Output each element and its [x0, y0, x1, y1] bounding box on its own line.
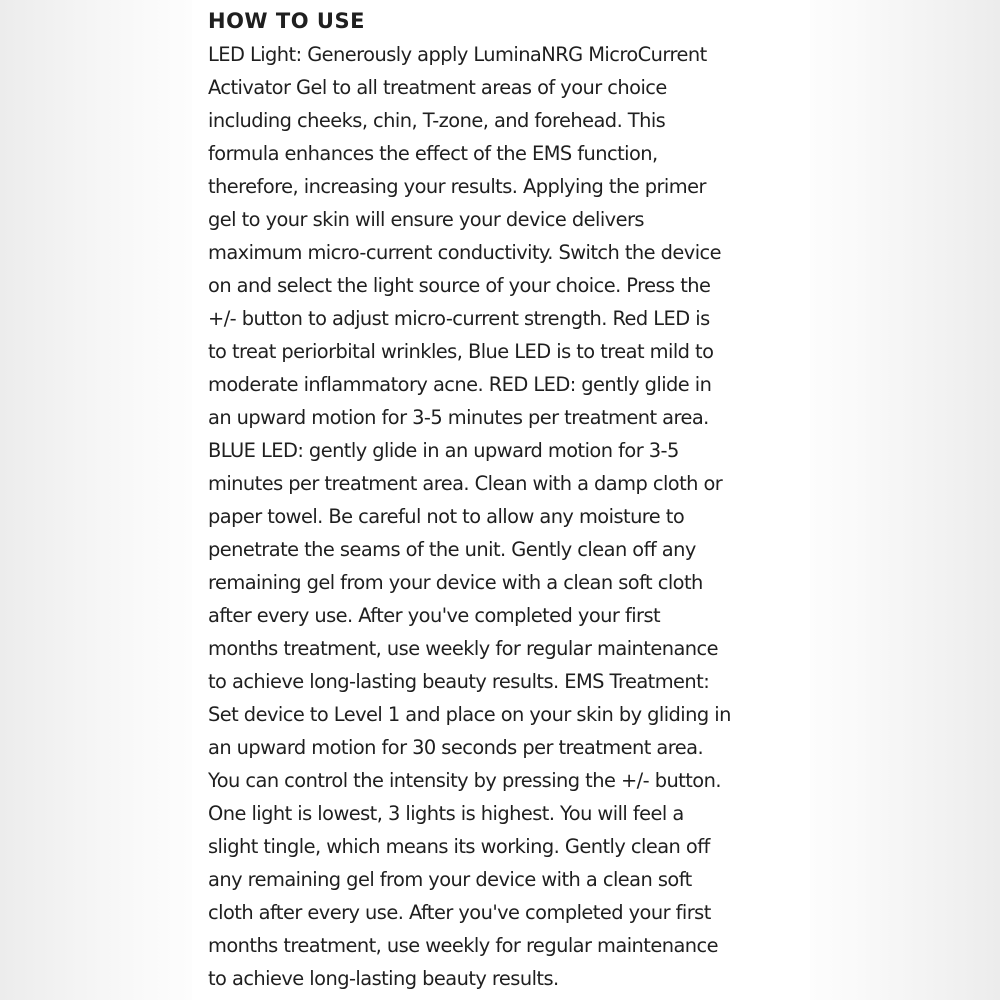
instruction-line: months treatment, use weekly for regular maintenance	[208, 637, 719, 660]
instruction-line: maximum micro-current conductivity. Switch the device	[208, 241, 722, 264]
instruction-line: an upward motion for 3-5 minutes per treatment area.	[208, 406, 709, 429]
instruction-line: to treat periorbital wrinkles, Blue LED is to treat mild to	[208, 340, 714, 363]
instruction-line: LED Light: Generously apply LuminaNRG MicroCurrent	[208, 43, 707, 66]
instruction-line: Set device to Level 1 and place on your skin by gliding in	[208, 703, 731, 726]
instruction-line: Activator Gel to all treatment areas of your choice	[208, 76, 667, 99]
instruction-line: penetrate the seams of the unit. Gently clean off any	[208, 538, 696, 561]
instruction-line: minutes per treatment area. Clean with a damp cloth or	[208, 472, 723, 495]
instruction-line: moderate inflammatory acne. RED LED: gently glide in	[208, 373, 712, 396]
instruction-line: paper towel. Be careful not to allow any moisture to	[208, 505, 685, 528]
instruction-line: One light is lowest, 3 lights is highest. You will feel a	[208, 802, 684, 825]
instruction-line: any remaining gel from your device with a clean soft	[208, 868, 692, 891]
instruction-line: to achieve long-lasting beauty results.	[208, 967, 559, 990]
instruction-line: months treatment, use weekly for regular maintenance	[208, 934, 719, 957]
instruction-line: slight tingle, which means its working. Gently clean off	[208, 835, 710, 858]
instruction-line: You can control the intensity by pressing the +/- button.	[208, 769, 721, 792]
instruction-line: to achieve long-lasting beauty results. EMS Treatment:	[208, 670, 710, 693]
instruction-line: remaining gel from your device with a clean soft cloth	[208, 571, 703, 594]
instruction-line: therefore, increasing your results. Applying the primer	[208, 175, 706, 198]
instruction-line: including cheeks, chin, T-zone, and forehead. This	[208, 109, 666, 132]
instruction-line: on and select the light source of your choice. Press the	[208, 274, 711, 297]
instruction-line: BLUE LED: gently glide in an upward motion for 3-5	[208, 439, 679, 462]
instruction-line: gel to your skin will ensure your device delivers	[208, 208, 644, 231]
instruction-line: cloth after every use. After you've completed your first	[208, 901, 711, 924]
instructions-card	[192, 0, 810, 1000]
instruction-line: an upward motion for 30 seconds per treatment area.	[208, 736, 704, 759]
instruction-line: after every use. After you've completed your first	[208, 604, 661, 627]
instruction-line: +/- button to adjust micro-current strength. Red LED is	[208, 307, 710, 330]
instructions-body	[208, 38, 794, 995]
section-heading: HOW TO USE	[208, 9, 365, 33]
instruction-line: formula enhances the effect of the EMS function,	[208, 142, 658, 165]
